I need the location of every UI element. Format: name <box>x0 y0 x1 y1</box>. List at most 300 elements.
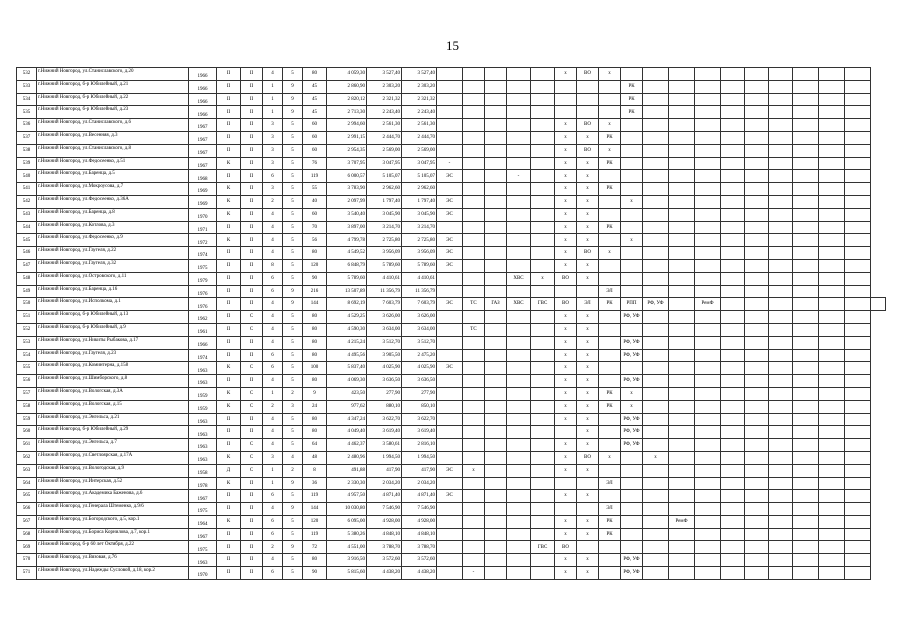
table-row <box>17 451 886 464</box>
table-cell <box>531 183 555 196</box>
table-cell <box>643 464 669 477</box>
table-cell <box>745 259 769 272</box>
table-cell <box>721 464 745 477</box>
table-cell: 4 <box>263 208 283 221</box>
table-cell <box>507 68 531 81</box>
table-cell: г.Нижний Новгород, б-р Юбилейный, д.9 <box>37 323 189 336</box>
table-cell <box>643 106 669 119</box>
table-cell: Д <box>217 464 241 477</box>
table-cell <box>769 272 793 285</box>
table-cell: К <box>217 387 241 400</box>
table-cell: х <box>531 272 555 285</box>
table-cell <box>669 336 695 349</box>
table-cell <box>531 311 555 324</box>
table-cell <box>507 426 531 439</box>
table-cell: ГВС <box>531 298 555 311</box>
table-cell <box>437 439 463 452</box>
table-cell: 1967 <box>189 157 217 170</box>
table-cell <box>669 541 695 554</box>
table-cell <box>643 528 669 541</box>
table-cell <box>819 515 845 528</box>
table-cell: 3 619,40 <box>367 426 402 439</box>
table-cell: х <box>643 451 669 464</box>
table-cell: г.Нижний Новгород, ул.Энгельса, д.7 <box>37 439 189 452</box>
table-cell <box>745 157 769 170</box>
table-cell <box>531 375 555 388</box>
table-cell: ЭС <box>437 195 463 208</box>
table-cell <box>463 515 485 528</box>
table-cell: 4 871,40 <box>367 490 402 503</box>
table-cell <box>599 554 621 567</box>
table-cell: 5 <box>283 311 303 324</box>
table-row <box>17 567 886 580</box>
table-cell <box>621 157 643 170</box>
table-cell <box>819 349 845 362</box>
table-cell: 561 <box>17 439 37 452</box>
table-cell <box>577 285 599 298</box>
table-cell <box>695 349 721 362</box>
table-cell: 2 321,32 <box>402 93 437 106</box>
table-cell: 4 410,61 <box>367 272 402 285</box>
table-cell <box>531 400 555 413</box>
table-cell <box>485 311 507 324</box>
table-cell: 60 <box>303 119 327 132</box>
table-cell: II <box>217 170 241 183</box>
table-cell <box>669 247 695 260</box>
table-cell: 4 495,56 <box>327 349 367 362</box>
table-cell: 543 <box>17 208 37 221</box>
table-cell: РК <box>599 183 621 196</box>
table-cell: 4 848,10 <box>402 528 437 541</box>
table-cell: 5 <box>283 221 303 234</box>
table-cell <box>485 323 507 336</box>
table-cell <box>845 221 871 234</box>
table-cell <box>555 477 577 490</box>
table-cell: 5 105,07 <box>367 170 402 183</box>
table-cell: х <box>577 567 599 580</box>
table-cell <box>507 234 531 247</box>
table-cell <box>793 387 819 400</box>
table-cell: 1975 <box>189 503 217 516</box>
table-cell: х <box>555 183 577 196</box>
table-cell <box>819 464 845 477</box>
table-cell: 3 <box>263 451 283 464</box>
table-cell: II <box>217 144 241 157</box>
table-cell <box>695 554 721 567</box>
table-cell: 2 330,30 <box>327 477 367 490</box>
table-cell <box>507 259 531 272</box>
table-cell <box>845 323 871 336</box>
table-cell: 1978 <box>189 477 217 490</box>
table-cell <box>769 336 793 349</box>
table-cell <box>437 426 463 439</box>
table-cell: 60 <box>303 144 327 157</box>
table-cell: 8 <box>303 464 327 477</box>
table-cell: К <box>217 234 241 247</box>
table-cell: ЭЛ <box>577 298 599 311</box>
table-cell <box>437 336 463 349</box>
table-cell <box>669 195 695 208</box>
table-cell: 9 <box>283 106 303 119</box>
table-cell: II <box>217 567 241 580</box>
table-cell <box>643 413 669 426</box>
table-cell: 4 025,90 <box>402 362 437 375</box>
table-cell <box>669 464 695 477</box>
table-cell: х <box>577 464 599 477</box>
table-cell <box>531 68 555 81</box>
table-cell: 417,90 <box>367 464 402 477</box>
table-cell <box>643 387 669 400</box>
table-cell: 542 <box>17 195 37 208</box>
table-cell: 556 <box>17 375 37 388</box>
table-cell <box>721 93 745 106</box>
table-cell <box>769 400 793 413</box>
table-cell: С <box>241 362 263 375</box>
table-cell <box>745 195 769 208</box>
table-cell <box>485 439 507 452</box>
table-cell: х <box>555 247 577 260</box>
table-cell <box>507 285 531 298</box>
table-cell: II <box>217 106 241 119</box>
table-cell <box>485 503 507 516</box>
table-cell: 2 962,60 <box>367 183 402 196</box>
table-cell <box>599 413 621 426</box>
table-cell <box>769 503 793 516</box>
table-cell <box>793 336 819 349</box>
table-cell: 7 546,90 <box>402 503 437 516</box>
table-cell: 1971 <box>189 221 217 234</box>
table-cell <box>721 567 745 580</box>
table-cell: 3 788,70 <box>367 541 402 554</box>
table-cell <box>793 375 819 388</box>
table-cell: 120 <box>303 515 327 528</box>
table-cell: РФ, УФ <box>621 554 643 567</box>
table-cell: 2 561,30 <box>367 119 402 132</box>
table-cell <box>599 336 621 349</box>
table-cell: 5 <box>283 413 303 426</box>
table-cell <box>819 503 845 516</box>
table-row <box>17 375 886 388</box>
table-cell <box>721 285 745 298</box>
table-cell <box>485 195 507 208</box>
table-cell <box>819 362 845 375</box>
table-cell: 36 <box>303 477 327 490</box>
table-cell <box>819 554 845 567</box>
table-cell <box>643 195 669 208</box>
table-cell: 76 <box>303 157 327 170</box>
table-cell: 3 <box>263 157 283 170</box>
table-cell <box>485 259 507 272</box>
table-cell: 5 <box>283 247 303 260</box>
table-cell: II <box>241 234 263 247</box>
table-cell: С <box>241 464 263 477</box>
table-cell <box>531 119 555 132</box>
table-cell <box>745 93 769 106</box>
table-cell: г.Нижний Новгород, ул.Вологская, д.3А <box>37 387 189 400</box>
table-cell: 9 <box>283 541 303 554</box>
table-cell: II <box>217 259 241 272</box>
table-row <box>17 247 886 260</box>
table-cell <box>695 93 721 106</box>
table-cell <box>793 400 819 413</box>
table-cell <box>485 272 507 285</box>
table-cell: РемФ <box>669 515 695 528</box>
table-cell: II <box>241 477 263 490</box>
table-cell: 538 <box>17 144 37 157</box>
table-cell <box>793 93 819 106</box>
table-row <box>17 336 886 349</box>
table-cell <box>793 323 819 336</box>
table-cell: II <box>241 68 263 81</box>
table-cell <box>695 208 721 221</box>
table-cell <box>745 221 769 234</box>
table-cell <box>437 413 463 426</box>
table-cell <box>643 362 669 375</box>
table-cell: г.Нижний Новгород, ул.Станиславского, д.6 <box>37 119 189 132</box>
table-cell: 977,62 <box>327 400 367 413</box>
table-cell: 2 243,40 <box>367 106 402 119</box>
table-cell <box>621 285 643 298</box>
table-cell <box>745 131 769 144</box>
table-cell: 56 <box>303 234 327 247</box>
table-cell <box>643 323 669 336</box>
table-cell <box>531 323 555 336</box>
table-cell <box>437 477 463 490</box>
table-cell <box>793 272 819 285</box>
table-cell: ХВС <box>507 298 531 311</box>
table-cell <box>555 93 577 106</box>
table-cell <box>669 311 695 324</box>
table-cell <box>721 541 745 554</box>
table-cell <box>695 247 721 260</box>
table-cell: 535 <box>17 106 37 119</box>
table-cell <box>769 259 793 272</box>
table-cell: 6 <box>263 515 283 528</box>
table-cell: ВО <box>577 451 599 464</box>
table-cell <box>621 272 643 285</box>
table-cell <box>437 567 463 580</box>
table-cell: 2 569,00 <box>402 144 437 157</box>
table-cell: х <box>577 208 599 221</box>
table-cell: 5 <box>283 375 303 388</box>
table-cell <box>507 131 531 144</box>
table-cell <box>819 106 845 119</box>
table-cell <box>819 247 845 260</box>
table-cell <box>769 426 793 439</box>
table-row <box>17 349 886 362</box>
table-cell <box>871 298 886 311</box>
table-cell <box>745 490 769 503</box>
table-cell: К <box>217 400 241 413</box>
table-cell: х <box>555 144 577 157</box>
table-cell <box>669 68 695 81</box>
table-cell: 1966 <box>189 68 217 81</box>
table-cell <box>745 387 769 400</box>
table-cell <box>793 170 819 183</box>
table-cell: 144 <box>303 298 327 311</box>
table-cell: II <box>217 298 241 311</box>
table-cell <box>695 68 721 81</box>
table-cell: II <box>241 157 263 170</box>
table-cell: г.Нижний Новгород, ул.Энгельса, д.21 <box>37 413 189 426</box>
table-cell: 3 636,50 <box>367 375 402 388</box>
table-cell: II <box>217 528 241 541</box>
table-cell: РФ, УФ <box>621 567 643 580</box>
table-cell: 8 692,19 <box>327 298 367 311</box>
table-cell <box>745 323 769 336</box>
table-cell <box>669 349 695 362</box>
table-cell: II <box>241 144 263 157</box>
table-cell: 80 <box>303 247 327 260</box>
table-cell: 9 <box>283 477 303 490</box>
table-cell: 551 <box>17 311 37 324</box>
table-cell: 2 816,10 <box>402 439 437 452</box>
table-cell: 1 <box>263 477 283 490</box>
table-cell: х <box>577 413 599 426</box>
table-cell: 3 045,90 <box>367 208 402 221</box>
table-cell: 1 <box>263 387 283 400</box>
table-cell <box>695 259 721 272</box>
table-cell: 3 956,09 <box>367 247 402 260</box>
table-cell <box>599 323 621 336</box>
table-cell <box>599 311 621 324</box>
table-cell <box>463 375 485 388</box>
table-cell: 565 <box>17 490 37 503</box>
table-cell: 5 105,07 <box>402 170 437 183</box>
table-cell <box>599 80 621 93</box>
table-cell: г.Нижний Новгород, ул.Академика Баженова, д.6 <box>37 490 189 503</box>
table-cell <box>721 272 745 285</box>
table-cell <box>769 93 793 106</box>
table-cell: 3 572,60 <box>402 554 437 567</box>
table-cell <box>695 170 721 183</box>
table-cell: 277,90 <box>367 387 402 400</box>
table-cell: г.Нижний Новгород, ул.Федосеенко, д.9 <box>37 234 189 247</box>
table-cell <box>507 208 531 221</box>
table-cell <box>643 234 669 247</box>
table-cell <box>643 119 669 132</box>
table-cell: г.Нижний Новгород, б-р Юбилейный, д.23 <box>37 106 189 119</box>
table-row <box>17 554 886 567</box>
table-cell: х <box>555 68 577 81</box>
table-cell: 5 <box>283 362 303 375</box>
table-cell <box>669 503 695 516</box>
table-cell <box>463 208 485 221</box>
table-cell <box>745 272 769 285</box>
table-cell: II <box>241 131 263 144</box>
table-cell <box>643 439 669 452</box>
table-cell <box>437 80 463 93</box>
table-cell: 4 590,30 <box>327 323 367 336</box>
table-cell: 3 626,00 <box>367 311 402 324</box>
table-cell: 2 <box>283 387 303 400</box>
table-cell <box>531 477 555 490</box>
table-cell: х <box>577 183 599 196</box>
table-cell <box>531 515 555 528</box>
table-cell: 60 <box>303 131 327 144</box>
table-cell: II <box>217 439 241 452</box>
table-cell <box>769 451 793 464</box>
table-cell <box>721 528 745 541</box>
table-cell: г.Нижний Новгород, ул.Богородского, д.5, кор.1 <box>37 515 189 528</box>
table-cell: г.Нижний Новгород, ул.Светлоярская, д.17А <box>37 451 189 464</box>
table-cell <box>745 68 769 81</box>
table-cell <box>793 234 819 247</box>
table-cell <box>577 541 599 554</box>
table-cell <box>819 400 845 413</box>
table-cell <box>769 119 793 132</box>
table-row <box>17 387 886 400</box>
table-cell <box>485 567 507 580</box>
table-cell: х <box>555 464 577 477</box>
table-cell: 532 <box>17 68 37 81</box>
table-cell: 1 797,40 <box>402 195 437 208</box>
table-cell: 2 820,12 <box>327 93 367 106</box>
table-cell: 541 <box>17 183 37 196</box>
table-cell: II <box>241 298 263 311</box>
table-cell: 5 <box>283 336 303 349</box>
table-cell <box>577 106 599 119</box>
table-cell <box>485 93 507 106</box>
table-cell: 568 <box>17 528 37 541</box>
table-cell: 2 <box>263 195 283 208</box>
table-cell: 5 837,40 <box>327 362 367 375</box>
table-cell: II <box>217 336 241 349</box>
table-cell <box>463 68 485 81</box>
table-cell <box>819 336 845 349</box>
table-cell: ВО <box>577 144 599 157</box>
table-cell: II <box>217 413 241 426</box>
table-cell <box>745 477 769 490</box>
table-cell <box>793 451 819 464</box>
table-cell <box>463 541 485 554</box>
table-cell <box>643 477 669 490</box>
table-row <box>17 80 886 93</box>
table-cell <box>507 106 531 119</box>
table-cell: 539 <box>17 157 37 170</box>
table-cell: 5 <box>283 119 303 132</box>
table-cell <box>485 515 507 528</box>
table-cell <box>669 80 695 93</box>
table-cell <box>643 336 669 349</box>
table-cell: РФ, УФ <box>621 336 643 349</box>
table-cell: К <box>217 183 241 196</box>
table-cell: 5 <box>283 528 303 541</box>
table-cell <box>463 119 485 132</box>
table-cell: К <box>217 195 241 208</box>
table-row <box>17 400 886 413</box>
table-cell: х <box>577 311 599 324</box>
table-row <box>17 464 886 477</box>
table-cell: г.Нижний Новгород, ул.Мокроусова, д.7 <box>37 183 189 196</box>
table-cell <box>669 183 695 196</box>
table-cell <box>819 298 845 311</box>
table-cell: 1966 <box>189 93 217 106</box>
table-cell: 5 <box>283 234 303 247</box>
table-cell <box>845 144 871 157</box>
table-cell <box>507 183 531 196</box>
table-cell: 1974 <box>189 349 217 362</box>
table-cell <box>845 106 871 119</box>
table-cell: 880,10 <box>367 400 402 413</box>
table-cell <box>745 464 769 477</box>
table-cell: х <box>555 323 577 336</box>
table-cell <box>507 375 531 388</box>
table-cell <box>819 259 845 272</box>
table-cell <box>769 413 793 426</box>
table-cell <box>531 234 555 247</box>
table-cell: 1963 <box>189 439 217 452</box>
